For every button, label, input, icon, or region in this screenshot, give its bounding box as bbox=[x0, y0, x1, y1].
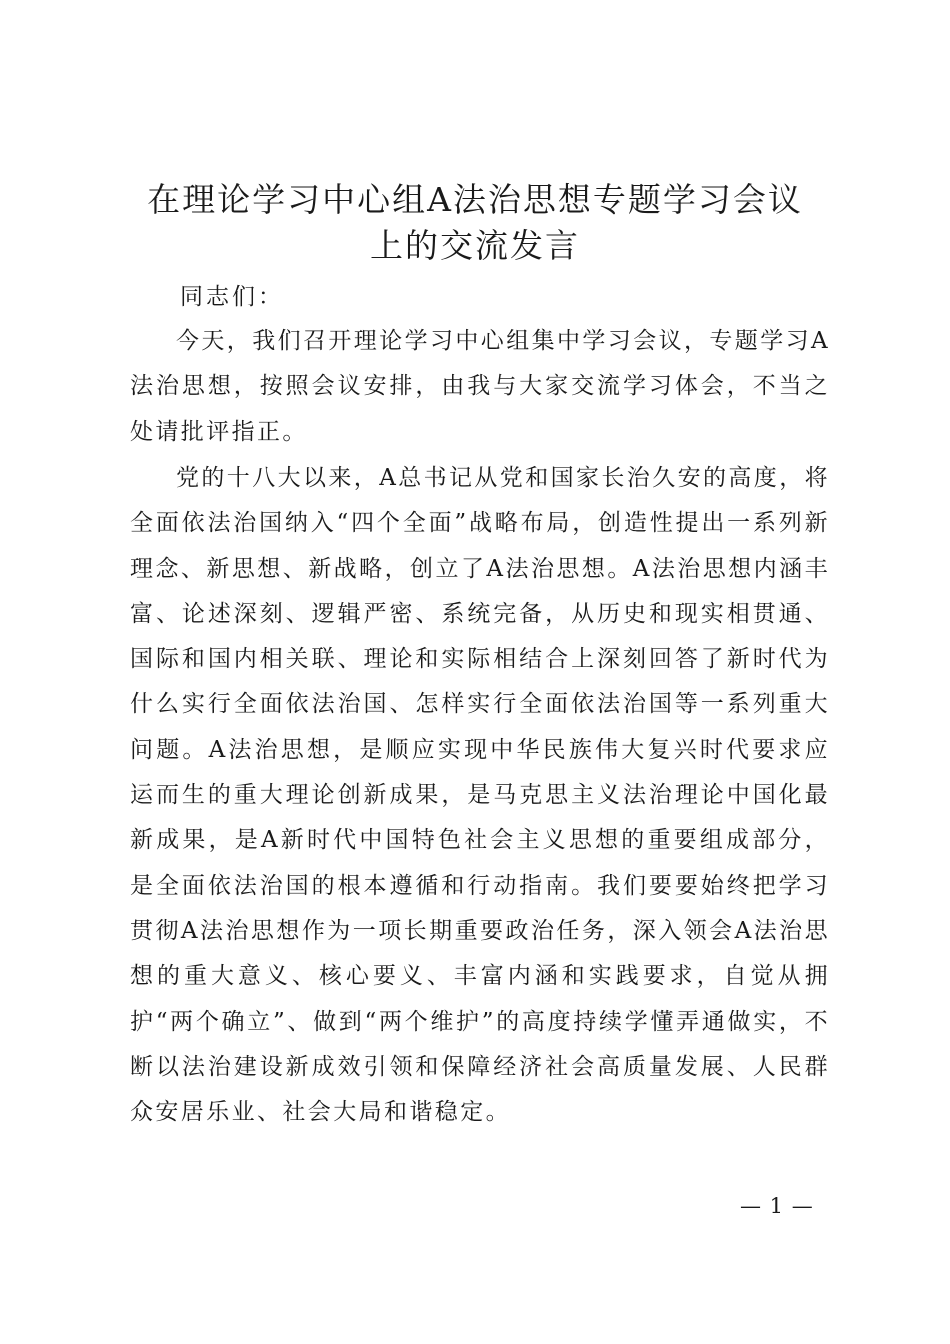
paragraph-opening: 今天，我们召开理论学习中心组集中学习会议，专题学习A法治思想，按照会议安排，由我与大家交流学习体会，不当之处请批评指正。 bbox=[130, 328, 831, 445]
paragraph-body: 党的十八大以来，A总书记从党和国家长治久安的高度，将全面依法治国纳入“四个全面”战略布局，创造性提出一系列新理念、新思想、新战略，创立了A法治思想。A法治思想内涵丰富、论述深刻、逻辑严密、系统完备，从历史和现实相贯通、国际和国内相关联、理论和实际相结合上深刻回答了新时代为什么实行全面依法治国、怎样实行全面依法治国等一系列重大问题。A法治思想，是顺应实现中华民族伟大复兴时代要求应运而生的重大理论创新成果，是马克思主义法治理论中国化最新成果，是A新时代中国特色社会主义思想的重要组成部分，是全面依法治国的根本遵循和行动指南。我们要要始终把学习贯彻A法治思想作为一项长期重要政治任务，深入领会A法治思想的重大意义、核心要义、丰富内涵和实践要求，自觉从拥护“两个确立”、做到“两个维护”的高度持续学懂弄通做实，不断以法治建设新成效引领和保障经济社会高质量发展、人民群众安居乐业、社会大局和谐稳定。 bbox=[130, 465, 831, 1126]
salutation: 同志们： bbox=[180, 284, 284, 310]
page-number: — 1 — bbox=[740, 1194, 814, 1218]
document-title-line-1: 在理论学习中心组A法治思想专题学习会议 bbox=[147, 180, 803, 219]
document-title-line-2: 上的交流发言 bbox=[370, 226, 580, 265]
